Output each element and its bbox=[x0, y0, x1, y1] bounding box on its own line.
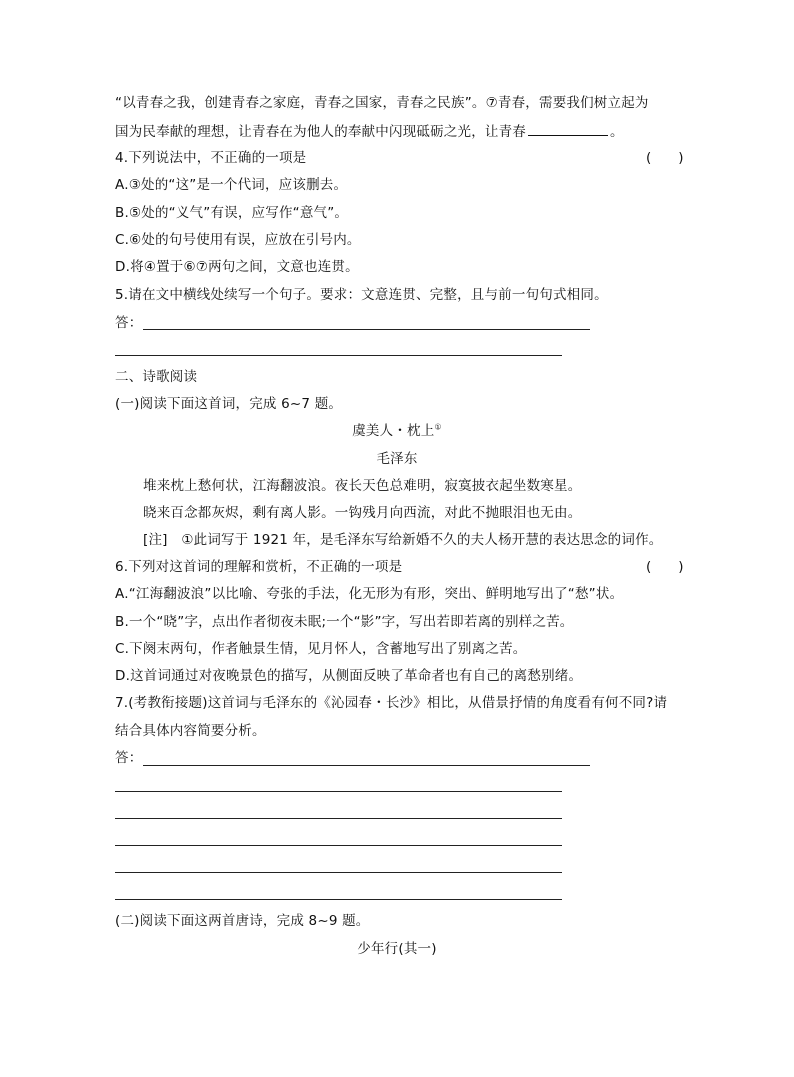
question-7-answer-line-5[interactable] bbox=[115, 872, 562, 873]
poem-line-1: 堆来枕上愁何状，江海翻波浪。夜长天色总难明，寂寞披衣起坐数寒星。 bbox=[143, 478, 582, 494]
part-2-poem-title: 少年行(其一) bbox=[357, 941, 437, 957]
question-7-answer-line-6[interactable] bbox=[115, 899, 562, 900]
question-7-stem-line-2: 结合具体内容简要分析。 bbox=[115, 723, 266, 739]
poem-footnote: [注] ①此词写于 1921 年，是毛泽东写给新婚不久的夫人杨开慧的表达思念的词作。 bbox=[143, 532, 663, 548]
poem-author: 毛泽东 bbox=[376, 451, 418, 467]
question-7-answer-line-4[interactable] bbox=[115, 845, 562, 846]
question-7-answer-line-2[interactable] bbox=[115, 791, 562, 792]
question-6-answer-paren[interactable]: ( ) bbox=[646, 559, 684, 575]
part-2-intro: (二)阅读下面这两首唐诗，完成 8~9 题。 bbox=[115, 913, 370, 929]
passage-line-2 bbox=[115, 122, 624, 141]
question-5-answer-label: 答： bbox=[115, 315, 143, 331]
question-5-stem: 5.请在文中横线处续写一个句子。要求：文意连贯、完整，且与前一句句式相同。 bbox=[115, 287, 608, 303]
section-2-part-1-intro: (一)阅读下面这首词，完成 6~7 题。 bbox=[115, 396, 343, 412]
question-4-option-a: A.③处的“这”是一个代词，应该删去。 bbox=[115, 177, 348, 193]
question-5-answer-line-2[interactable] bbox=[115, 355, 562, 356]
question-4-option-d: D.将④置于⑥⑦两句之间，文意也连贯。 bbox=[115, 259, 359, 275]
passage-line-1: “以青春之我，创建青春之家庭，青春之国家，青春之民族”。⑦青春，需要我们树立起为 bbox=[115, 95, 649, 111]
passage-line-2-end: 。 bbox=[610, 124, 624, 140]
question-6-option-b: B.一个“晓”字，点出作者彻夜未眠;一个“影”字，写出若即若离的别样之苦。 bbox=[115, 614, 574, 630]
question-4-option-c: C.⑥处的句号使用有误，应放在引号内。 bbox=[115, 232, 361, 248]
question-7-answer-line-1[interactable] bbox=[143, 765, 590, 766]
question-6-stem: 6.下列对这首词的理解和赏析，不正确的一项是 bbox=[115, 559, 403, 575]
passage-line-2-text: 国为民奉献的理想，让青春在为他人的奉献中闪现砥砺之光，让青春 bbox=[115, 124, 526, 140]
fill-in-blank[interactable] bbox=[528, 122, 608, 136]
question-7-answer-label: 答： bbox=[115, 750, 143, 766]
poem-title bbox=[0, 422, 794, 440]
question-7-answer-line-3[interactable] bbox=[115, 818, 562, 819]
question-4-answer-paren[interactable]: ( ) bbox=[646, 150, 684, 166]
question-4-option-b: B.⑤处的“义气”有误，应写作“意气”。 bbox=[115, 205, 349, 221]
question-6-option-c: C.下阕末两句，作者触景生情，见月怀人，含蓄地写出了别离之苦。 bbox=[115, 641, 527, 657]
question-6-option-a: A.“江海翻波浪”以比喻、夸张的手法，化无形为有形，突出、鲜明地写出了“愁”状。 bbox=[115, 586, 624, 602]
question-7-stem-line-1: 7.(考教衔接题)这首词与毛泽东的《沁园春・长沙》相比，从借景抒情的角度看有何不同?请 bbox=[115, 695, 668, 711]
question-5-answer-line-1[interactable] bbox=[143, 329, 590, 330]
question-4-stem: 4.下列说法中，不正确的一项是 bbox=[115, 150, 307, 166]
question-6-option-d: D.这首词通过对夜晚景色的描写，从侧面反映了革命者也有自己的离愁别绪。 bbox=[115, 668, 583, 684]
poem-title-text: 虞美人・枕上 bbox=[352, 423, 435, 439]
poem-line-2: 晓来百念都灰烬，剩有离人影。一钩残月向西流，对此不抛眼泪也无由。 bbox=[143, 505, 582, 521]
section-2-heading: 二、诗歌阅读 bbox=[115, 369, 198, 385]
poem-title-footnote-mark: ① bbox=[434, 422, 442, 432]
